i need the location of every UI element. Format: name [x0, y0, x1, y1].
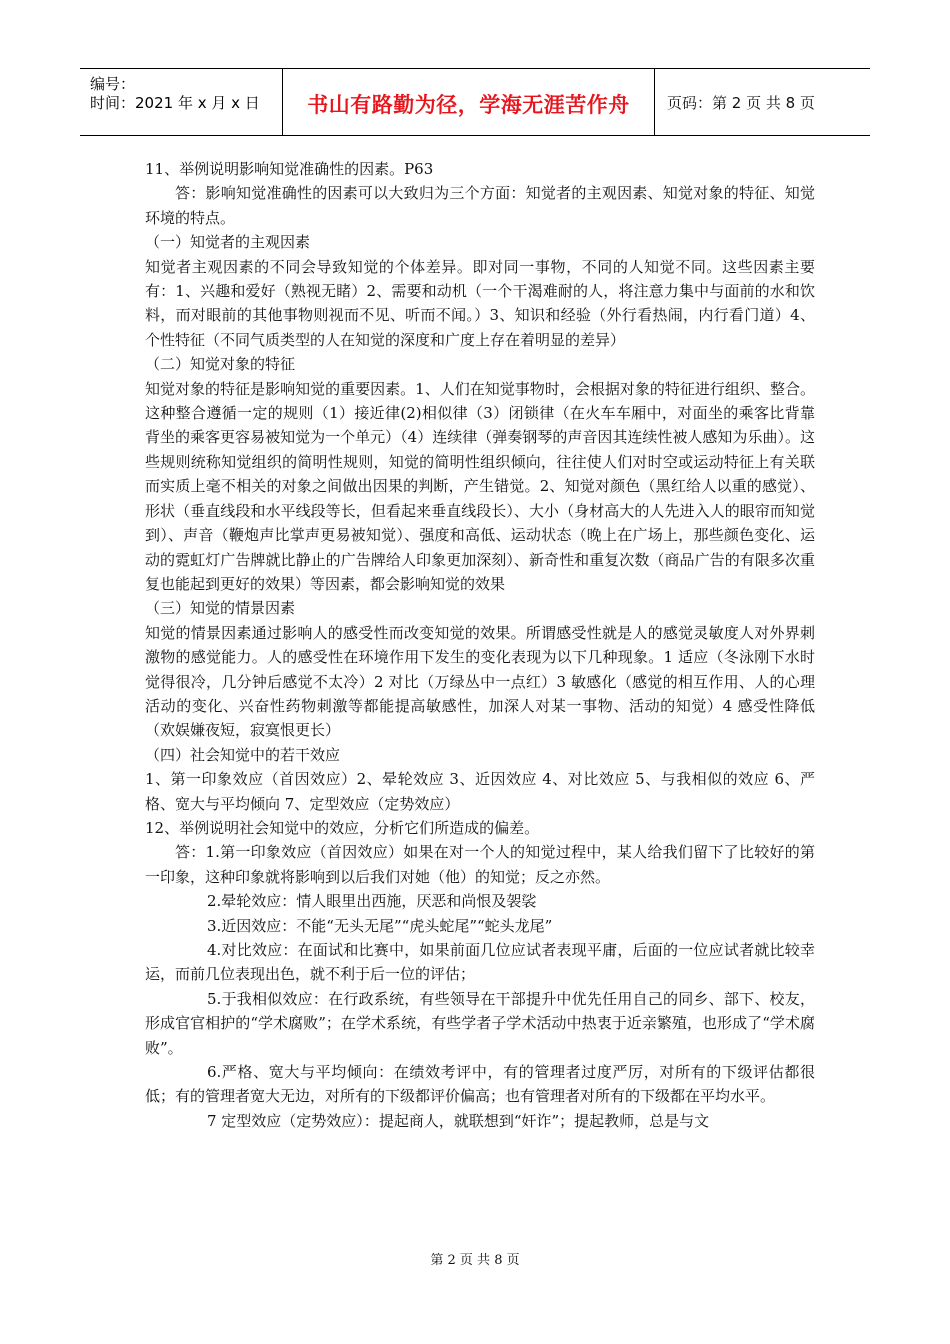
answer-item: 3.近因效应：不能“无头无尾”“虎头蛇尾”“蛇头龙尾” — [207, 916, 553, 935]
section-heading: （一）知觉者的主观因素 — [145, 233, 311, 252]
answer-item: 7 定型效应（定势效应）：提起商人，就联想到“奸诈”；提起教师，总是与文 — [207, 1111, 710, 1130]
header-motto: 书山有路勤为径，学海无涯苦作舟 — [307, 93, 630, 117]
header-page-label: 页码：第 2 页 共 8 页 — [667, 93, 815, 112]
page-header — [80, 68, 870, 136]
answer-item: 4.对比效应：在面试和比赛中，如果前面几位应试者表现平庸，后面的一位应试者就比较幸运，而前几位表现出色，就不利于后一位的评估； — [145, 941, 815, 984]
answer-item: 2.晕轮效应：情人眼里出西施，厌恶和尚恨及袈裟 — [207, 892, 537, 911]
body-paragraph: 知觉者主观因素的不同会导致知觉的个体差异。即对同一事物，不同的人知觉不同。这些因素主要有：1、兴趣和爱好（熟视无睹）2、需要和动机（一个干渴难耐的人，将注意力集中与面前的水和饮料，而对眼前的其他事物则视而不见、听而不闻。）3、知识和经验（外行看热闹，内行看门道）4、个性特征（不同气质类型的人在知觉的深度和广度上存在着明显的差异） — [145, 257, 815, 349]
question-title: 12、举例说明社会知觉中的效应，分析它们所造成的偏差。 — [145, 818, 540, 837]
header-motto-cell — [283, 69, 655, 135]
section-heading: （四）社会知觉中的若干效应 — [145, 745, 341, 764]
footer-page-number: 第 2 页 共 8 页 — [430, 1253, 520, 1268]
body-paragraph: 1、第一印象效应（首因效应）2、晕轮效应 3、近因效应 4、对比效应 5、与我相似的效应 6、严格、宽大与平均倾向 7、定型效应（定势效应） — [145, 770, 815, 813]
header-page-cell — [655, 69, 870, 135]
answer-item: 5.于我相似效应：在行政系统，有些领导在干部提升中优先任用自己的同乡、部下、校友，形成官官相护的“学术腐败”；在学术系统，有些学者子学术活动中热衷于近亲繁殖，也形成了“学术腐败”。 — [145, 989, 815, 1057]
page-footer — [0, 1249, 950, 1268]
body-paragraph: 知觉的情景因素通过影响人的感受性而改变知觉的效果。所谓感受性就是人的感觉灵敏度人对外界刺激物的感觉能力。人的感受性在环境作用下发生的变化表现为以下几种现象。1 适应（冬泳刚下水时觉得很冷，几分钟后感觉不太冷）2 对比（万绿丛中一点红）3 敏感化（感觉的相互作用、人的心理活动的变化、兴奋性药物刺激等都能提高敏感性，加深人对某一事物、活动的知觉）4 感受性降低（欢娱嫌夜短，寂寞恨更长） — [145, 623, 815, 740]
answer-paragraph: 答：影响知觉准确性的因素可以大致归为三个方面：知觉者的主观因素、知觉对象的特征、知觉环境的特点。 — [145, 184, 815, 227]
document-body — [145, 157, 815, 1133]
doc-date-label: 时间：2021 年 x 月 x 日 — [90, 94, 260, 112]
body-paragraph: 知觉对象的特征是影响知觉的重要因素。1、人们在知觉事物时，会根据对象的特征进行组织、整合。这种整合遵循一定的规则（1）接近律(2)相似律（3）闭锁律（在火车车厢中，对面坐的乘客比背靠背坐的乘客更容易被知觉为一个单元）（4）连续律（弹奏钢琴的声音因其连续性被人感知为乐曲）。这些规则统称知觉组织的简明性规则，知觉的简明性组织倾向，往往使人们对时空或运动特征上有关联而实质上毫不相关的对象之间做出因果的判断，产生错觉。2、知觉对颜色（黑红给人以重的感觉）、形状（垂直线段和水平线段等长，但看起来垂直线段长）、大小（身材高大的人先进入人的眼帘而知觉到）、声音（鞭炮声比掌声更易被知觉）、强度和高低、运动状态（晚上在广场上，那些颜色变化、运动的霓虹灯广告牌就比静止的广告牌给人印象更加深刻）、新奇性和重复次数（商品广告的有限多次重复也能起到更好的效果）等因素，都会影响知觉的效果 — [145, 379, 815, 593]
question-title: 11、举例说明影响知觉准确性的因素。P63 — [145, 160, 434, 178]
header-meta — [80, 69, 283, 135]
answer-paragraph: 答：1.第一印象效应（首因效应）如果在对一个人的知觉过程中，某人给我们留下了比较好的第一印象，这种印象就将影响到以后我们对她（他）的知觉；反之亦然。 — [145, 843, 815, 886]
doc-number-label: 编号： — [90, 75, 136, 93]
section-heading: （三）知觉的情景因素 — [145, 599, 296, 618]
answer-item: 6.严格、宽大与平均倾向：在绩效考评中，有的管理者过度严厉，对所有的下级评估都很低；有的管理者宽大无边，对所有的下级都评价偏高；也有管理者对所有的下级都在平均水平。 — [145, 1063, 815, 1106]
section-heading: （二）知觉对象的特征 — [145, 355, 296, 374]
